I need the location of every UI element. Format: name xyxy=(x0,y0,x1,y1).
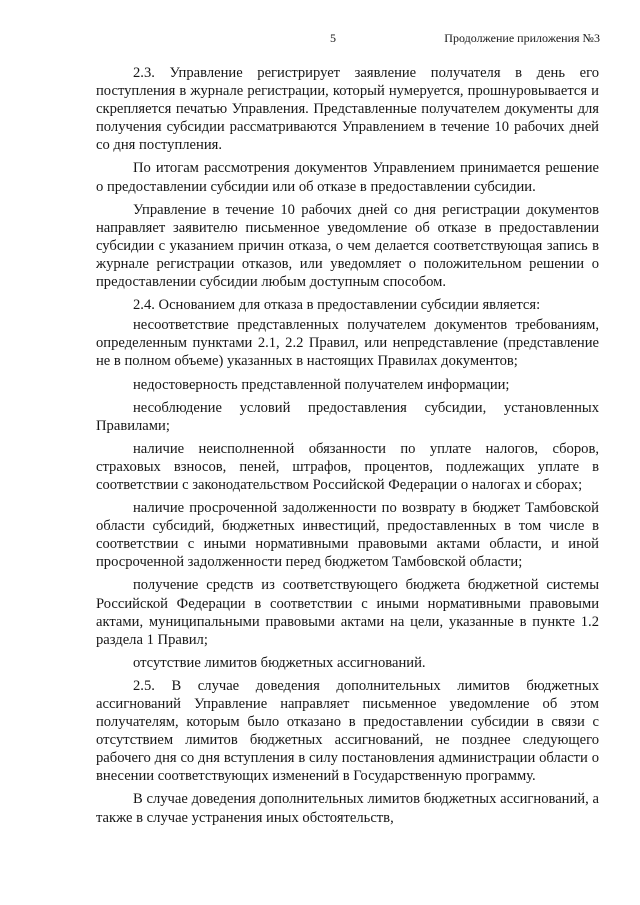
paragraph-additional-limits: В случае доведения дополнительных лимитов бюджетных ассигнований, а также в случае устранения иных обстоятельств, xyxy=(96,791,599,826)
page-header xyxy=(0,31,640,51)
refusal-reason-conditions: несоблюдение условий предоставления субсидии, установленных Правилами; xyxy=(96,399,599,434)
appendix-continuation-note: Продолжение приложения №3 xyxy=(444,31,600,45)
document-body xyxy=(96,64,599,832)
refusal-reason-other-funding: получение средств из соответствующего бюджета бюджетной системы Российской Федерации в соответствии с иными нормативными правовыми актами, муниципальными правовыми актами на цели, указанные в пункте 1.2 раздела 1 Правил; xyxy=(96,577,599,648)
refusal-reason-false-info: недостоверность представленной получателем информации; xyxy=(133,376,510,393)
refusal-reason-no-limits: отсутствие лимитов бюджетных ассигнований. xyxy=(133,654,426,671)
paragraph-2-3: 2.3. Управление регистрирует заявление получателя в день его поступления в журнале регистрации, который нумеруется, прошнуровывается и скрепляется печатью Управления. Представленные получателем документы для получения субсидии рассматриваются Управлением в течение 10 рабочих дней со дня поступления. xyxy=(96,65,599,154)
page-number: 5 xyxy=(330,31,336,45)
paragraph-notification: Управление в течение 10 рабочих дней со дня регистрации документов направляет заявителю письменное уведомление об отказе в предоставлении субсидии с указанием причин отказа, о чем делается соответствующая запись в журнале регистрации отказов, или уведомляет о положительном решении о предоставлении субсидии любым доступным способом. xyxy=(96,201,599,291)
paragraph-2-5: 2.5. В случае доведения дополнительных лимитов бюджетных ассигнований Управление направляет письменное уведомление об этом получателям, которым было отказано в предоставлении субсидии в связи с отсутствием лимитов бюджетных ассигнований, не позднее следующего рабочего дня со дня вступления в силу постановления администрации области о внесении соответствующих изменений в Государственную программу. xyxy=(96,677,599,785)
refusal-reason-overdue-debt: наличие просроченной задолженности по возврату в бюджет Тамбовской области субсидий, бюджетных инвестиций, предоставленных в том числе в соответствии с иными нормативными правовыми актами области, и иной просроченной задолженности перед бюджетом Тамбовской области; xyxy=(96,500,599,571)
refusal-reason-documents: несоответствие представленных получателем документов требованиям, определенным пунктами 2.1, 2.2 Правил, или непредставление (представление не в полном объеме) указанных в настоящих Правилах документов; xyxy=(96,317,599,370)
paragraph-decision: По итогам рассмотрения документов Управлением принимается решение о предоставлении субсидии или об отказе в предоставлении субсидии. xyxy=(96,160,599,195)
refusal-reason-tax-debt: наличие неисполненной обязанности по уплате налогов, сборов, страховых взносов, пеней, штрафов, процентов, подлежащих уплате в соответствии с законодательством Российской Федерации о налогах и сборах; xyxy=(96,440,599,493)
paragraph-2-4: 2.4. Основанием для отказа в предоставлении субсидии является: xyxy=(133,297,541,314)
